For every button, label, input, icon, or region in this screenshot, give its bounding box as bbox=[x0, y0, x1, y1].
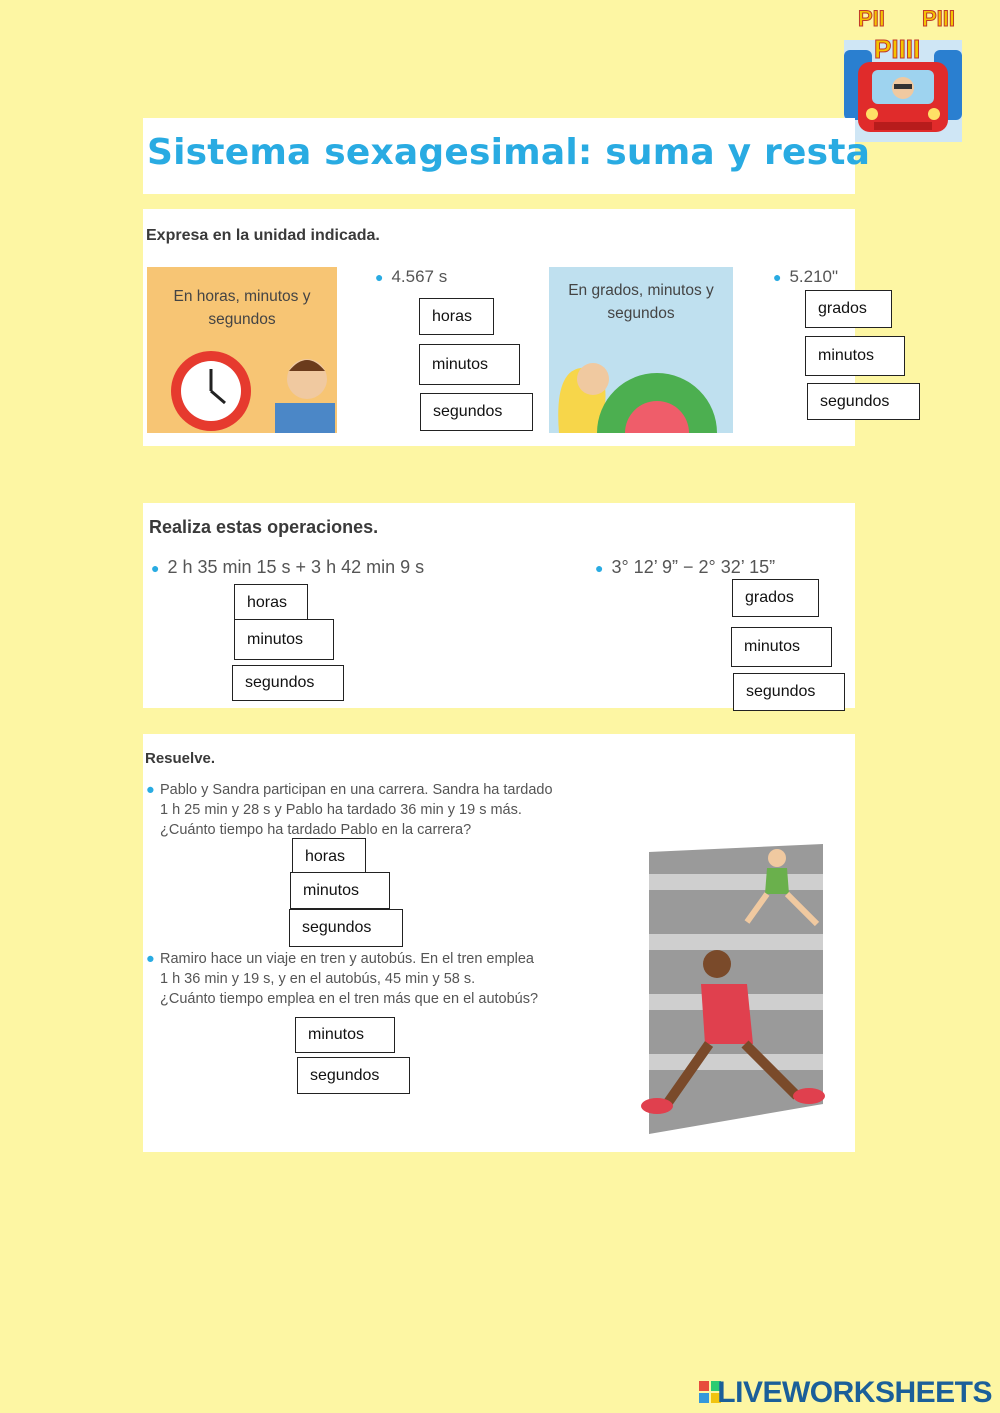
problem-trip-line-1: Ramiro hace un viaje en tren y autobús. En el tren emplea bbox=[160, 951, 534, 967]
title-banner bbox=[143, 118, 871, 194]
answer-box-minutos[interactable]: minutos bbox=[234, 619, 334, 660]
problem-race bbox=[146, 780, 553, 840]
answer-box-segundos[interactable]: segundos bbox=[420, 393, 533, 431]
horn-text-2: PIII bbox=[922, 6, 956, 31]
answer-box-segundos[interactable]: segundos bbox=[232, 665, 344, 701]
problem-race-line-3: ¿Cuánto tiempo ha tardado Pablo en la carrera? bbox=[160, 822, 472, 838]
bullet-icon: ● bbox=[595, 560, 604, 576]
clock-icon bbox=[157, 341, 337, 433]
item-seconds: ● 4.567 s bbox=[375, 267, 448, 286]
answer-box-minutos[interactable]: minutos bbox=[731, 627, 832, 667]
page-title: Sistema sexagesimal: suma y resta bbox=[147, 132, 871, 173]
answer-box-grados[interactable]: grados bbox=[805, 290, 892, 328]
card1-text: En horas, minutos y segundos bbox=[173, 288, 311, 328]
runners-illustration bbox=[627, 834, 839, 1146]
instruction-solve: Resuelve. bbox=[145, 750, 216, 767]
section-solve bbox=[143, 734, 855, 1152]
corner-badge bbox=[844, 2, 962, 142]
answer-box-horas[interactable]: horas bbox=[292, 838, 366, 876]
answer-box-minutos[interactable]: minutos bbox=[295, 1017, 395, 1053]
answer-box-segundos[interactable]: segundos bbox=[733, 673, 845, 711]
instruction-operations: Realiza estas operaciones. bbox=[149, 517, 379, 537]
answer-box-segundos[interactable]: segundos bbox=[289, 909, 403, 947]
answer-box-segundos[interactable]: segundos bbox=[297, 1057, 410, 1094]
card2-text: En grados, minutos y segundos bbox=[568, 282, 714, 322]
answer-box-minutos[interactable]: minutos bbox=[805, 336, 905, 376]
bullet-icon: ● bbox=[146, 951, 155, 967]
instruction-express: Expresa en la unidad indicada. bbox=[146, 227, 380, 244]
horn-text-3: PIIII bbox=[874, 34, 921, 64]
protractor-icon bbox=[553, 329, 733, 433]
answer-box-minutos[interactable]: minutos bbox=[419, 344, 520, 385]
answer-box-minutos[interactable]: minutos bbox=[290, 872, 390, 909]
bullet-icon: ● bbox=[151, 560, 160, 576]
operation-time-sum: ● 2 h 35 min 15 s + 3 h 42 min 9 s bbox=[151, 557, 425, 577]
horn-text-1: PII bbox=[858, 6, 885, 31]
answer-box-segundos[interactable]: segundos bbox=[807, 383, 920, 420]
bullet-icon: ● bbox=[146, 782, 155, 798]
bullet-icon: ● bbox=[773, 269, 782, 285]
bullet-icon: ● bbox=[375, 269, 384, 285]
item-arcseconds: ● 5.210" bbox=[773, 267, 839, 286]
liveworksheets-brand: LIVEWORKSHEETS bbox=[717, 1376, 992, 1409]
problem-trip-line-3: ¿Cuánto tiempo emplea en el tren más que en el autobús? bbox=[160, 991, 539, 1007]
answer-box-grados[interactable]: grados bbox=[732, 579, 819, 617]
operation-angle-subtract: ● 3° 12’ 9” − 2° 32’ 15” bbox=[595, 557, 776, 577]
problem-race-line-1: Pablo y Sandra participan en una carrera. Sandra ha tardado bbox=[160, 782, 553, 798]
clock-card bbox=[147, 267, 337, 433]
protractor-card bbox=[549, 267, 733, 433]
problem-trip bbox=[146, 949, 539, 1009]
problem-trip-line-2: 1 h 36 min y 19 s, y en el autobús, 45 min y 58 s. bbox=[160, 971, 476, 987]
problem-race-line-2: 1 h 25 min y 28 s y Pablo ha tardado 36 min y 19 s más. bbox=[160, 802, 522, 818]
answer-box-horas[interactable]: horas bbox=[234, 584, 308, 621]
answer-box-horas[interactable]: horas bbox=[419, 298, 494, 335]
